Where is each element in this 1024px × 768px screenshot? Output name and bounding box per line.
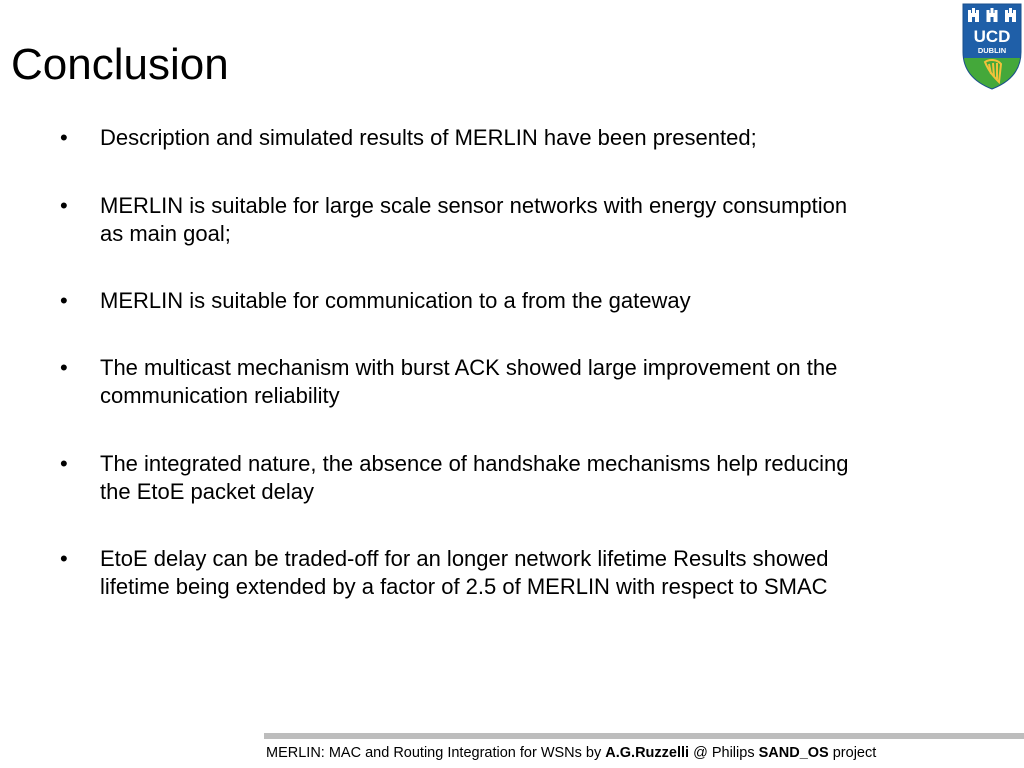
ucd-logo (961, 2, 1023, 90)
footer-divider (264, 733, 1024, 739)
bullet-text: The multicast mechanism with burst ACK showed large improvement on the communication reliability (100, 355, 838, 408)
bullet-text: MERLIN is suitable for large scale sensor networks with energy consumption as main goal; (100, 193, 848, 246)
footer-part3: project (828, 745, 877, 761)
logo-text-dublin: DUBLIN (977, 46, 1007, 55)
bullet-text: Description and simulated results of MERLIN have been presented; (100, 125, 757, 150)
footer-part2: @ Philips (689, 745, 759, 761)
bullet-text: EtoE delay can be traded-off for an longer network lifetime Results showed lifetime being extended by a factor of 2.5 of MERLIN with respect to SMAC (100, 546, 829, 599)
bullet-marker: • (60, 546, 68, 571)
footer-project: SAND_OS (758, 745, 829, 761)
bullet-marker: • (60, 355, 68, 380)
bullet-text: MERLIN is suitable for communication to a from the gateway (100, 288, 691, 313)
bullet-marker: • (60, 451, 68, 476)
footer-part1: MERLIN: MAC and Routing Integration for WSNs by (266, 745, 606, 761)
bullet-text: The integrated nature, the absence of handshake mechanisms help reducing the EtoE packet delay (100, 451, 849, 504)
slide-title: Conclusion (11, 40, 229, 89)
logo-text-ucd: UCD (973, 27, 1011, 46)
bullet-marker: • (60, 125, 68, 150)
bullet-marker: • (60, 193, 68, 218)
bullet-marker: • (60, 288, 68, 313)
footer-text (266, 744, 876, 762)
footer-author: A.G.Ruzzelli (605, 745, 690, 761)
